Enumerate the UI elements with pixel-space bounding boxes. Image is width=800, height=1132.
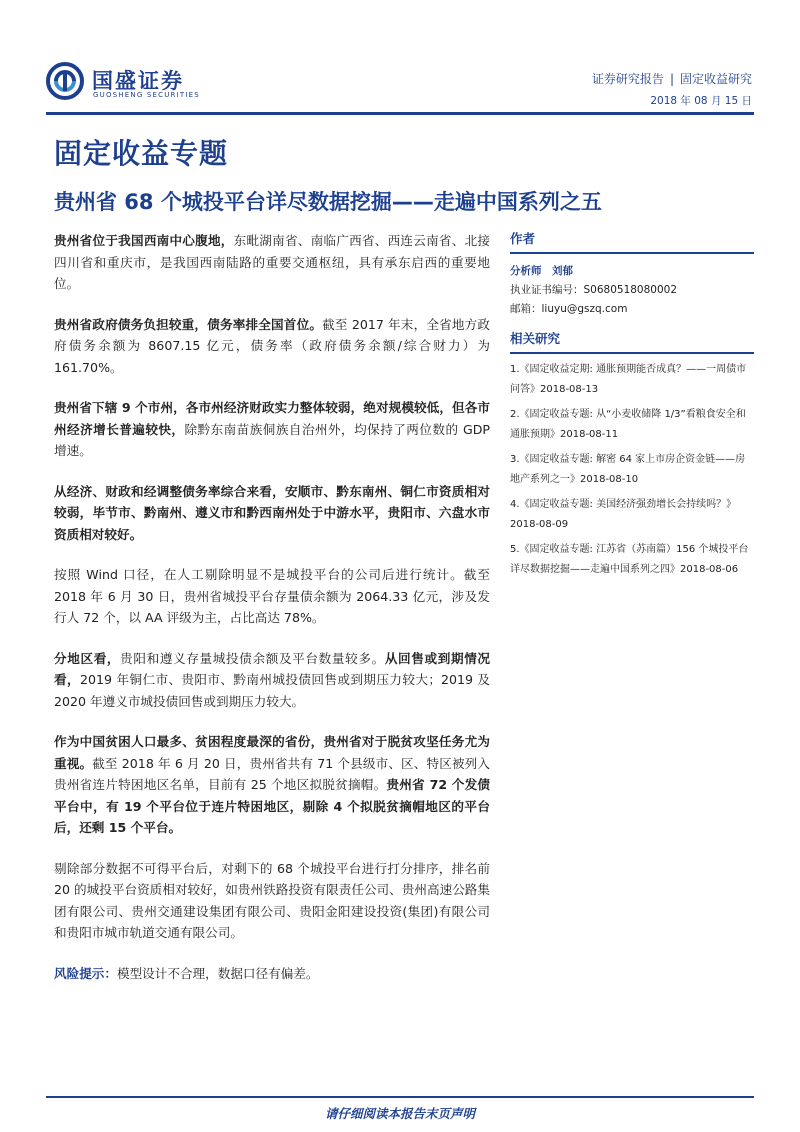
summary-paragraph	[54, 731, 490, 839]
related-report-link[interactable]: 5.《固定收益专题: 江苏省（苏南篇）156 个城投平台详尽数据挖掘——走遍中国系列之四》2018-08-06	[510, 544, 749, 575]
paragraph-text: 截至 2018 年 6 月 20 日，贵州省共有 71 个县级市、区、特区被列入贵州省连片特困地区名单，目前有 25 个地区拟脱贫摘帽。	[54, 755, 491, 792]
summary-paragraph	[54, 564, 490, 629]
document-type: 固定收益专题	[54, 137, 229, 170]
footer-divider	[46, 1096, 754, 1098]
related-report-link[interactable]: 1.《固定收益定期: 通胀预期能否成真？——一周债市问答》2018-08-13	[510, 364, 747, 395]
analyst-email[interactable]: 邮箱：liuyu@gszq.com	[510, 303, 628, 315]
logo-text-en: GUOSHENG SECURITIES	[93, 91, 200, 99]
footer-disclaimer: 请仔细阅读本报告末页声明	[324, 1106, 475, 1121]
paragraph-bold: 分地区看，	[54, 650, 121, 666]
report-date: 2018 年 08 月 15 日	[650, 95, 752, 107]
summary-paragraph	[54, 397, 490, 462]
related-report-link[interactable]: 3.《固定收益专题: 解密 64 家上市房企资金链——房地产系列之一》2018-08-10	[510, 454, 746, 485]
paragraph-text: 2019 年铜仁市、贵阳市、黔南州城投债回售或到期压力较大；2019 及 2020 年遵义市城投债回售或到期压力较大。	[54, 672, 491, 709]
paragraph-bold: 贵州省下辖 9 个市州，各市州经济财政实力整体较弱，绝对规模较低，但各市州经济增长普遍较快，	[54, 400, 490, 437]
summary-paragraph	[54, 481, 490, 546]
summary-paragraph	[54, 230, 490, 295]
logo-text-cn: 国盛证券	[92, 69, 184, 93]
related-report-link[interactable]: 2.《固定收益专题: 从“小麦收储降 1/3”看粮食安全和通胀预期》2018-08-11	[510, 409, 746, 440]
summary-paragraph	[54, 314, 490, 379]
main-summary	[54, 230, 490, 1003]
related-heading: 相关研究	[510, 329, 754, 354]
author-heading: 作者	[510, 229, 754, 254]
paragraph-text: 除黔东南苗族侗族自治州外，均保持了两位数的 GDP 增速。	[54, 421, 490, 458]
paragraph-text: 截至 2017 年末，全省地方政府债务余额为 8607.15 亿元，债务率（政府债务余额/综合财力）为 161.70%。	[54, 316, 491, 375]
paragraph-text: 东毗湖南省、南临广西省、西连云南省、北接四川省和重庆市，是我国西南陆路的重要交通枢纽，具有承东启西的重要地位。	[54, 233, 491, 291]
paragraph-bold: 贵州省 72 个发债平台中，有 19 个平台位于连片特困地区，剔除 4 个拟脱贫摘帽地区的平台后，还剩 15 个平台。	[54, 777, 490, 835]
analyst-name: 分析师 刘郁	[510, 265, 573, 277]
header-divider	[46, 112, 754, 115]
company-logo	[46, 62, 216, 102]
risk-label: 风险提示：	[54, 965, 117, 981]
license-number: 执业证书编号：S0680518080002	[510, 284, 678, 296]
related-report-link[interactable]: 4.《固定收益专题: 美国经济强劲增长会持续吗？》2018-08-09	[510, 499, 737, 530]
summary-paragraph	[54, 648, 490, 713]
document-title: 贵州省 68 个城投平台详尽数据挖掘——走遍中国系列之五	[54, 190, 602, 214]
paragraph-bold: 作为中国贫困人口最多、贫困程度最深的省份，贵州省对于脱贫攻坚任务尤为重视。	[54, 734, 490, 771]
sidebar	[510, 229, 754, 579]
paragraph-text: 按照 Wind 口径，在人工剔除明显不是城投平台的公司后进行统计。截至 2018 年 6 月 30 日，贵州省城投平台存量债余额为 2064.33 亿元，涉及发行人 72 个，以 AA 评级为主，占比高达 78%。	[54, 567, 490, 625]
summary-paragraph	[54, 858, 490, 944]
report-type: 证券研究报告	[591, 72, 664, 86]
risk-text: 模型设计不合理，数据口径有偏差。	[116, 965, 319, 981]
paragraph-text: 贵阳和遵义存量城投债余额及平台数量较多。	[120, 650, 385, 666]
report-meta	[592, 70, 752, 87]
paragraph-bold: 贵州省位于我国西南中心腹地，	[54, 233, 234, 248]
paragraph-bold: 从回售或到期情况看，	[54, 650, 491, 687]
meta-separator: |	[669, 72, 674, 86]
risk-warning	[54, 963, 490, 985]
report-category: 固定收益研究	[679, 72, 752, 86]
paragraph-bold: 从经济、财政和经调整债务率综合来看，安顺市、黔东南州、铜仁市资质相对较弱，毕节市、黔南州、遵义市和黔西南州处于中游水平，贵阳市、六盘水市资质相对较好。	[54, 483, 490, 542]
paragraph-text: 剔除部分数据不可得平台后，对剩下的 68 个城投平台进行打分排序，排名前 20 的城投平台资质相对较好，如贵州铁路投资有限责任公司、贵州高速公路集团有限公司、贵州交通建设集团有限公司、贵阳金阳建设投资(集团)有限公司和贵阳市城市轨道交通有限公司。	[54, 860, 490, 940]
logo-mark-icon	[46, 62, 84, 100]
paragraph-bold: 贵州省政府债务负担较重，债务率排全国首位。	[54, 316, 323, 332]
